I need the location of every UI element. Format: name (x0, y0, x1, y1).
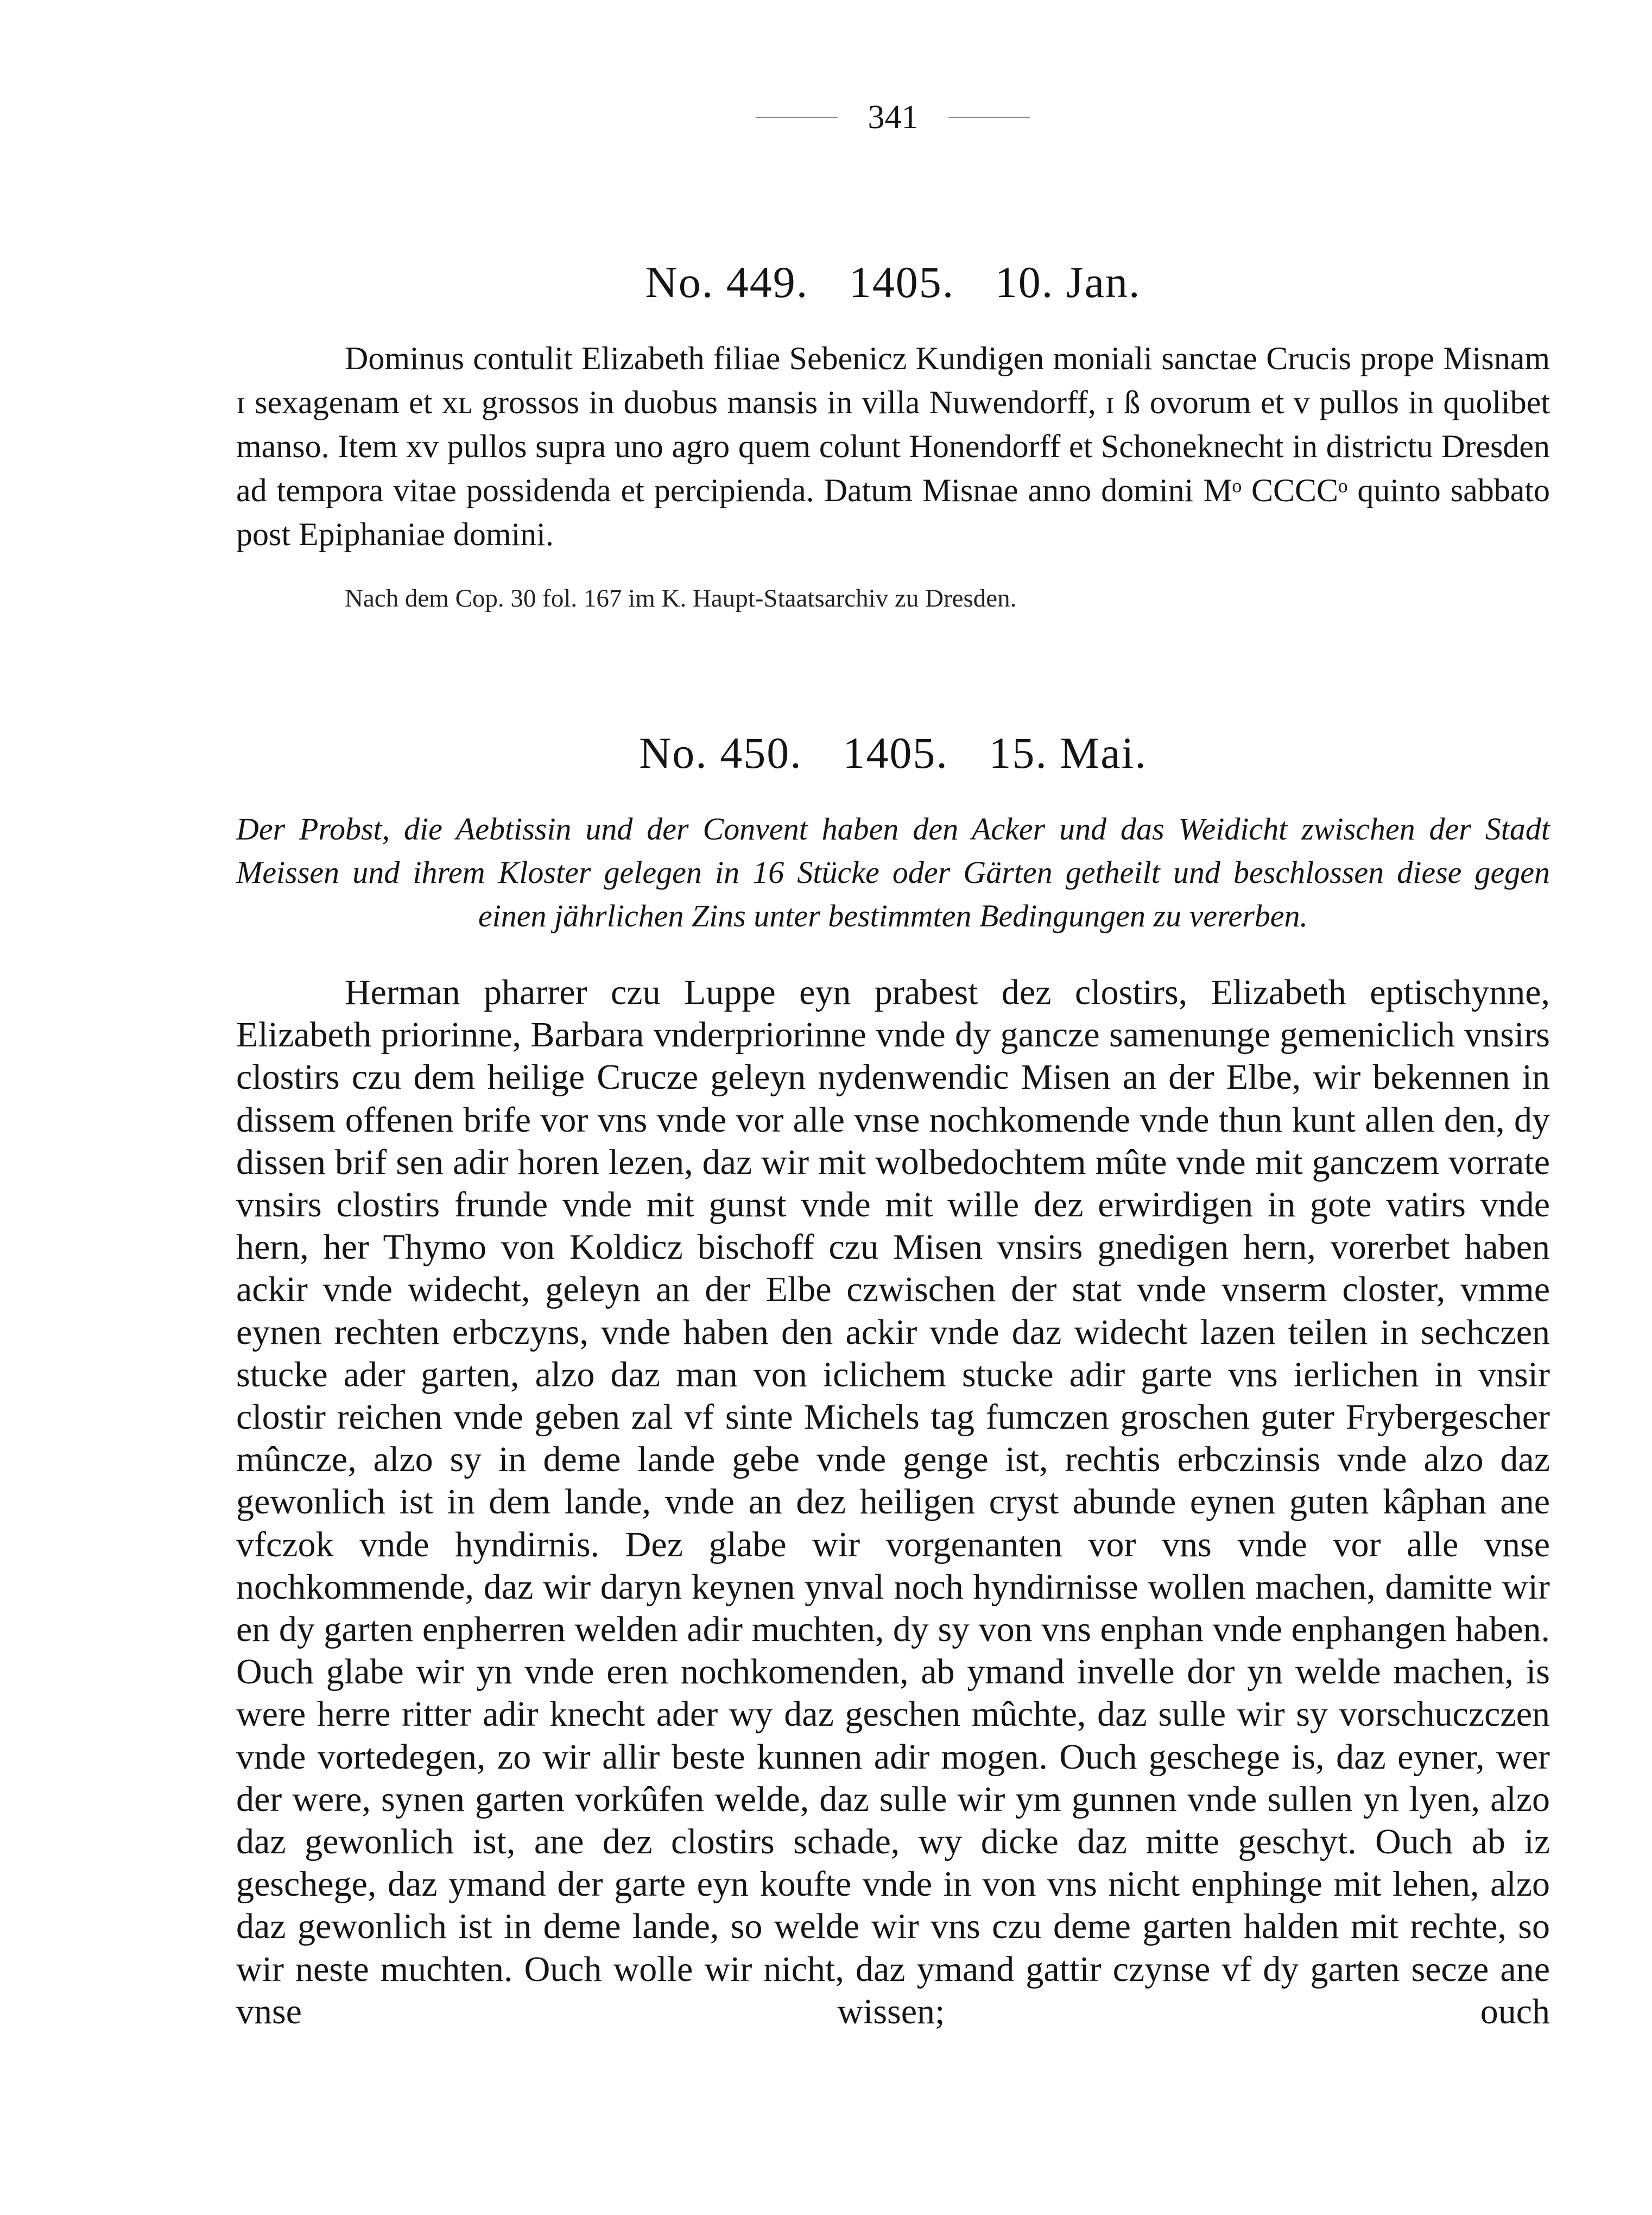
document-heading (236, 726, 1550, 780)
document-number: No. 449. (645, 257, 809, 307)
document-text: Dominus contulit Elizabeth filiae Sebenicz Kundigen moniali sanctae Crucis prope Misnam ɪ sexagenam et xʟ grossos in duobus mansis in villa Nuwendorff, ɪ ß ovorum et v pullos in quolibet manso. Item xv pullos supra uno agro quem colunt Honendorff et Schoneknecht in districtu Dresden ad tempora vitae possidenda et percipienda. Datum Misnae anno domini Mᵒ CCCCᵒ quinto sabbato post Epiphaniae domini. (236, 340, 1550, 552)
document-449 (236, 255, 1550, 617)
page-number: 341 (868, 98, 919, 136)
document-year: 1405. (849, 257, 955, 307)
document-summary: Der Probst, die Aebtissin und der Convent haben den Acker und das Weidicht zwischen der Stadt Meissen und ihrem Kloster gelegen in 16 Stücke oder Gärten getheilt und beschlossen diese gegen einen jährlichen Zins unter bestimmten Bedingungen zu vererben. (236, 811, 1550, 933)
document-page (236, 87, 1550, 2033)
document-date: 15. Mai. (989, 728, 1147, 778)
document-number: No. 450. (639, 728, 802, 778)
document-450 (236, 726, 1550, 2033)
document-text: Herman pharrer czu Luppe eyn prabest dez clostirs, Elizabeth eptischynne, Elizabeth priorinne, Barbara vnderpriorinne vnde dy gancze samenunge gemeniclich vnsirs clostirs czu dem heilige Crucze geleyn nydenwendic Misen an der Elbe, wir bekennen in dissem offenen brife vor vns vnde vor alle vnse nochkomende vnde thun kunt allen den, dy dissen brif sen adir horen lezen, daz wir mit wolbedochtem mûte vnde mit ganczem vorrate vnsirs clostirs frunde vnde mit gunst vnde mit wille dez erwirdigen in gote vatirs vnde hern, her Thymo von Koldicz bischoff czu Misen vnsirs gnedigen hern, vorerbet haben ackir vnde widecht, geleyn an der Elbe czwischen der stat vnde vnserm closter, vmme eynen rechten erbczyns, vnde haben den ackir vnde daz widecht lazen teilen in sechczen stucke ader garten, alzo daz man von iclichem stucke adir garte vns ierlichen in vnsir clostir reichen vnde geben zal vf sinte Michels tag fumczen groschen guter Frybergescher mûncze, alzo sy in deme lande gebe vnde genge ist, rechtis erbczinsis vnde alzo daz gewonlich ist in dem lande, vnde an dez heiligen cryst abunde eynen guten kâphan ane vfczok vnde hyndirnis. Dez glabe wir vorgenanten vor vns vnde vor alle vnse nochkommende, daz wir daryn keynen ynval noch hyndirnisse wollen machen, damitte wir en dy garten enpherren welden adir muchten, dy sy von vns enphan vnde enphangen haben. Ouch glabe wir yn vnde eren nochkomenden, ab ymand invelle dor yn welde machen, is were herre ritter adir knecht ader wy daz geschen mûchte, daz sulle wir sy vorschuczczen vnde vortedegen, zo wir allir beste kunnen adir mogen. Ouch geschege is, daz eyner, wer der were, synen garten vorkûfen welde, daz sulle wir ym gunnen vnde sullen yn lyen, alzo daz gewonlich ist, ane dez clostirs schade, wy dicke daz mitte geschyt. Ouch ab iz geschege, daz ymand der garte eyn koufte vnde in von vns nicht enphinge mit lehen, alzo daz gewonlich ist in deme lande, so welde wir vns czu deme garten halden mit rechte, so wir neste muchten. Ouch wolle wir nicht, daz ymand gattir czynse vf dy garten secze ane vnse wissen; ouch (236, 973, 1550, 2031)
page-header (236, 87, 1550, 168)
header-rule-right (948, 117, 1030, 118)
source-note: Nach dem Cop. 30 fol. 167 im K. Haupt-Staatsarchiv zu Dresden. (345, 584, 1017, 613)
document-year: 1405. (843, 728, 948, 778)
header-rule-left (756, 117, 838, 118)
document-date: 10. Jan. (995, 257, 1141, 307)
document-heading (236, 255, 1550, 310)
